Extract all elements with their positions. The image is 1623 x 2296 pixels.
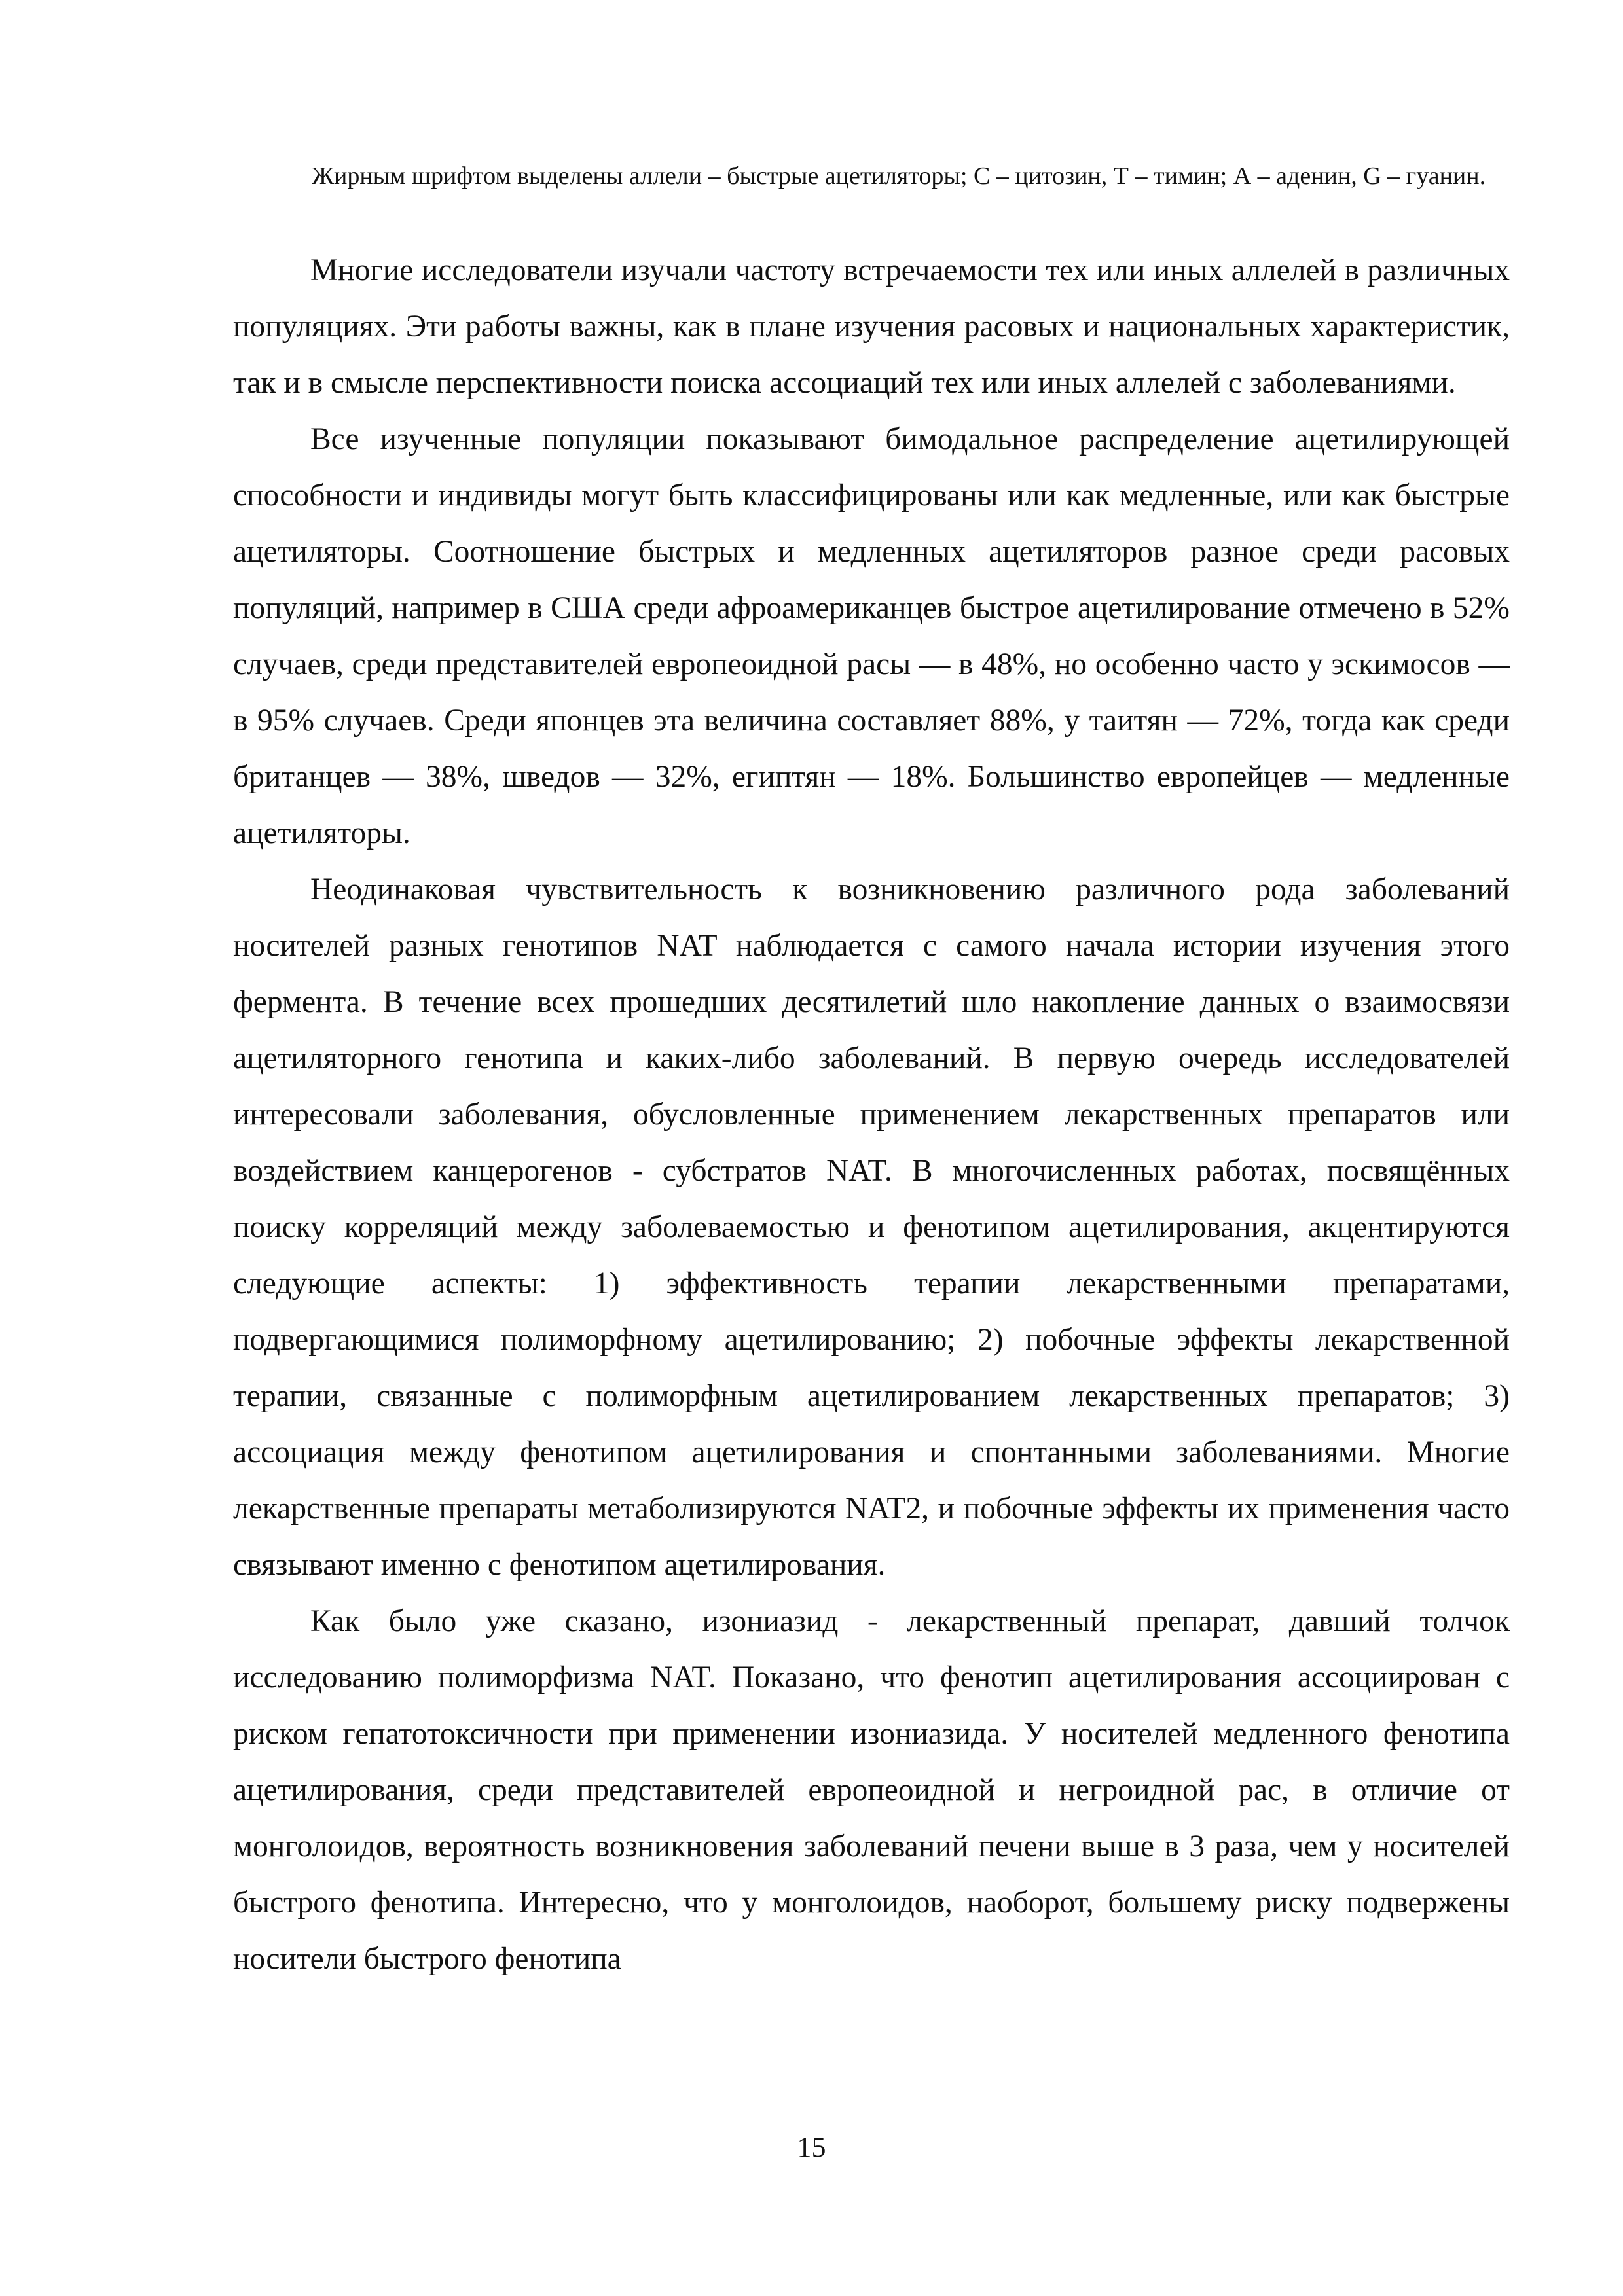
paragraph-isoniazid: Как было уже сказано, изониазид - лекарственный препарат, давший толчок исследованию полиморфизма NAT. Показано, что фенотип ацетилирования ассоциирован с риском гепатотоксичности при применении изониазида. У носителей медленного фенотипа ацетилирования, среди представителей европеоидной и негроидной рас, в отличие от монголоидов, вероятность возникновения заболеваний печени выше в 3 раза, чем у носителей быстрого фенотипа. Интересно, что у монголоидов, наоборот, большему риску подвержены носители быстрого фенотипа <box>233 1604 1510 1976</box>
paragraph-allele-frequency: Многие исследователи изучали частоту встречаемости тех или иных аллелей в различных популяциях. Эти работы важны, как в плане изучения расовых и национальных характеристик, так и в смысле перспективности поиска ассоциаций тех или иных аллелей с заболеваниями. <box>233 253 1510 400</box>
paragraph-disease-susceptibility: Неодинаковая чувствительность к возникновению различного рода заболеваний носителей разных генотипов NAT наблюдается с самого начала истории изучения этого фермента. В течение всех прошедших десятилетий шло накопление данных о взаимосвязи ацетиляторного генотипа и каких-либо заболеваний. В первую очередь исследователей интересовали заболевания, обусловленные применением лекарственных препаратов или воздействием канцерогенов - субстратов NAT. В многочисленных работах, посвящённых поиску корреляций между заболеваемостью и фенотипом ацетилирования, акцентируются следующие аспекты: 1) эффективность терапии лекарственными препаратами, подвергающимися полиморфному ацетилированию; 2) побочные эффекты лекарственной терапии, связанные с полиморфным ацетилированием лекарственных препаратов; 3) ассоциация между фенотипом ацетилирования и спонтанными заболеваниями. Многие лекарственные препараты метаболизируются NAT2, и побочные эффекты их применения часто связывают именно с фенотипом ацетилирования. <box>233 872 1510 1582</box>
paragraph-bimodal-distribution: Все изученные популяции показывают бимодальное распределение ацетилирующей способности и индивиды могут быть классифицированы или как медленные, или как быстрые ацетиляторы. Соотношение быстрых и медленных ацетиляторов разное среди расовых популяций, например в США среди афроамериканцев быстрое ацетилирование отмечено в 52% случаев, среди представителей европеоидной расы — в 48%, но особенно часто у эскимосов — в 95% случаев. Среди японцев эта величина составляет 88%, у таитян — 72%, тогда как среди британцев — 38%, шведов — 32%, египтян — 18%. Большинство европейцев — медленные ацетиляторы. <box>233 422 1510 850</box>
body-text <box>233 242 1510 1987</box>
page-number: 15 <box>797 2131 826 2163</box>
table-footnote: Жирным шрифтом выделены аллели – быстрые ацетиляторы; С – цитозин, Т – тимин; А – аденин, G – гуанин. <box>312 162 1486 190</box>
